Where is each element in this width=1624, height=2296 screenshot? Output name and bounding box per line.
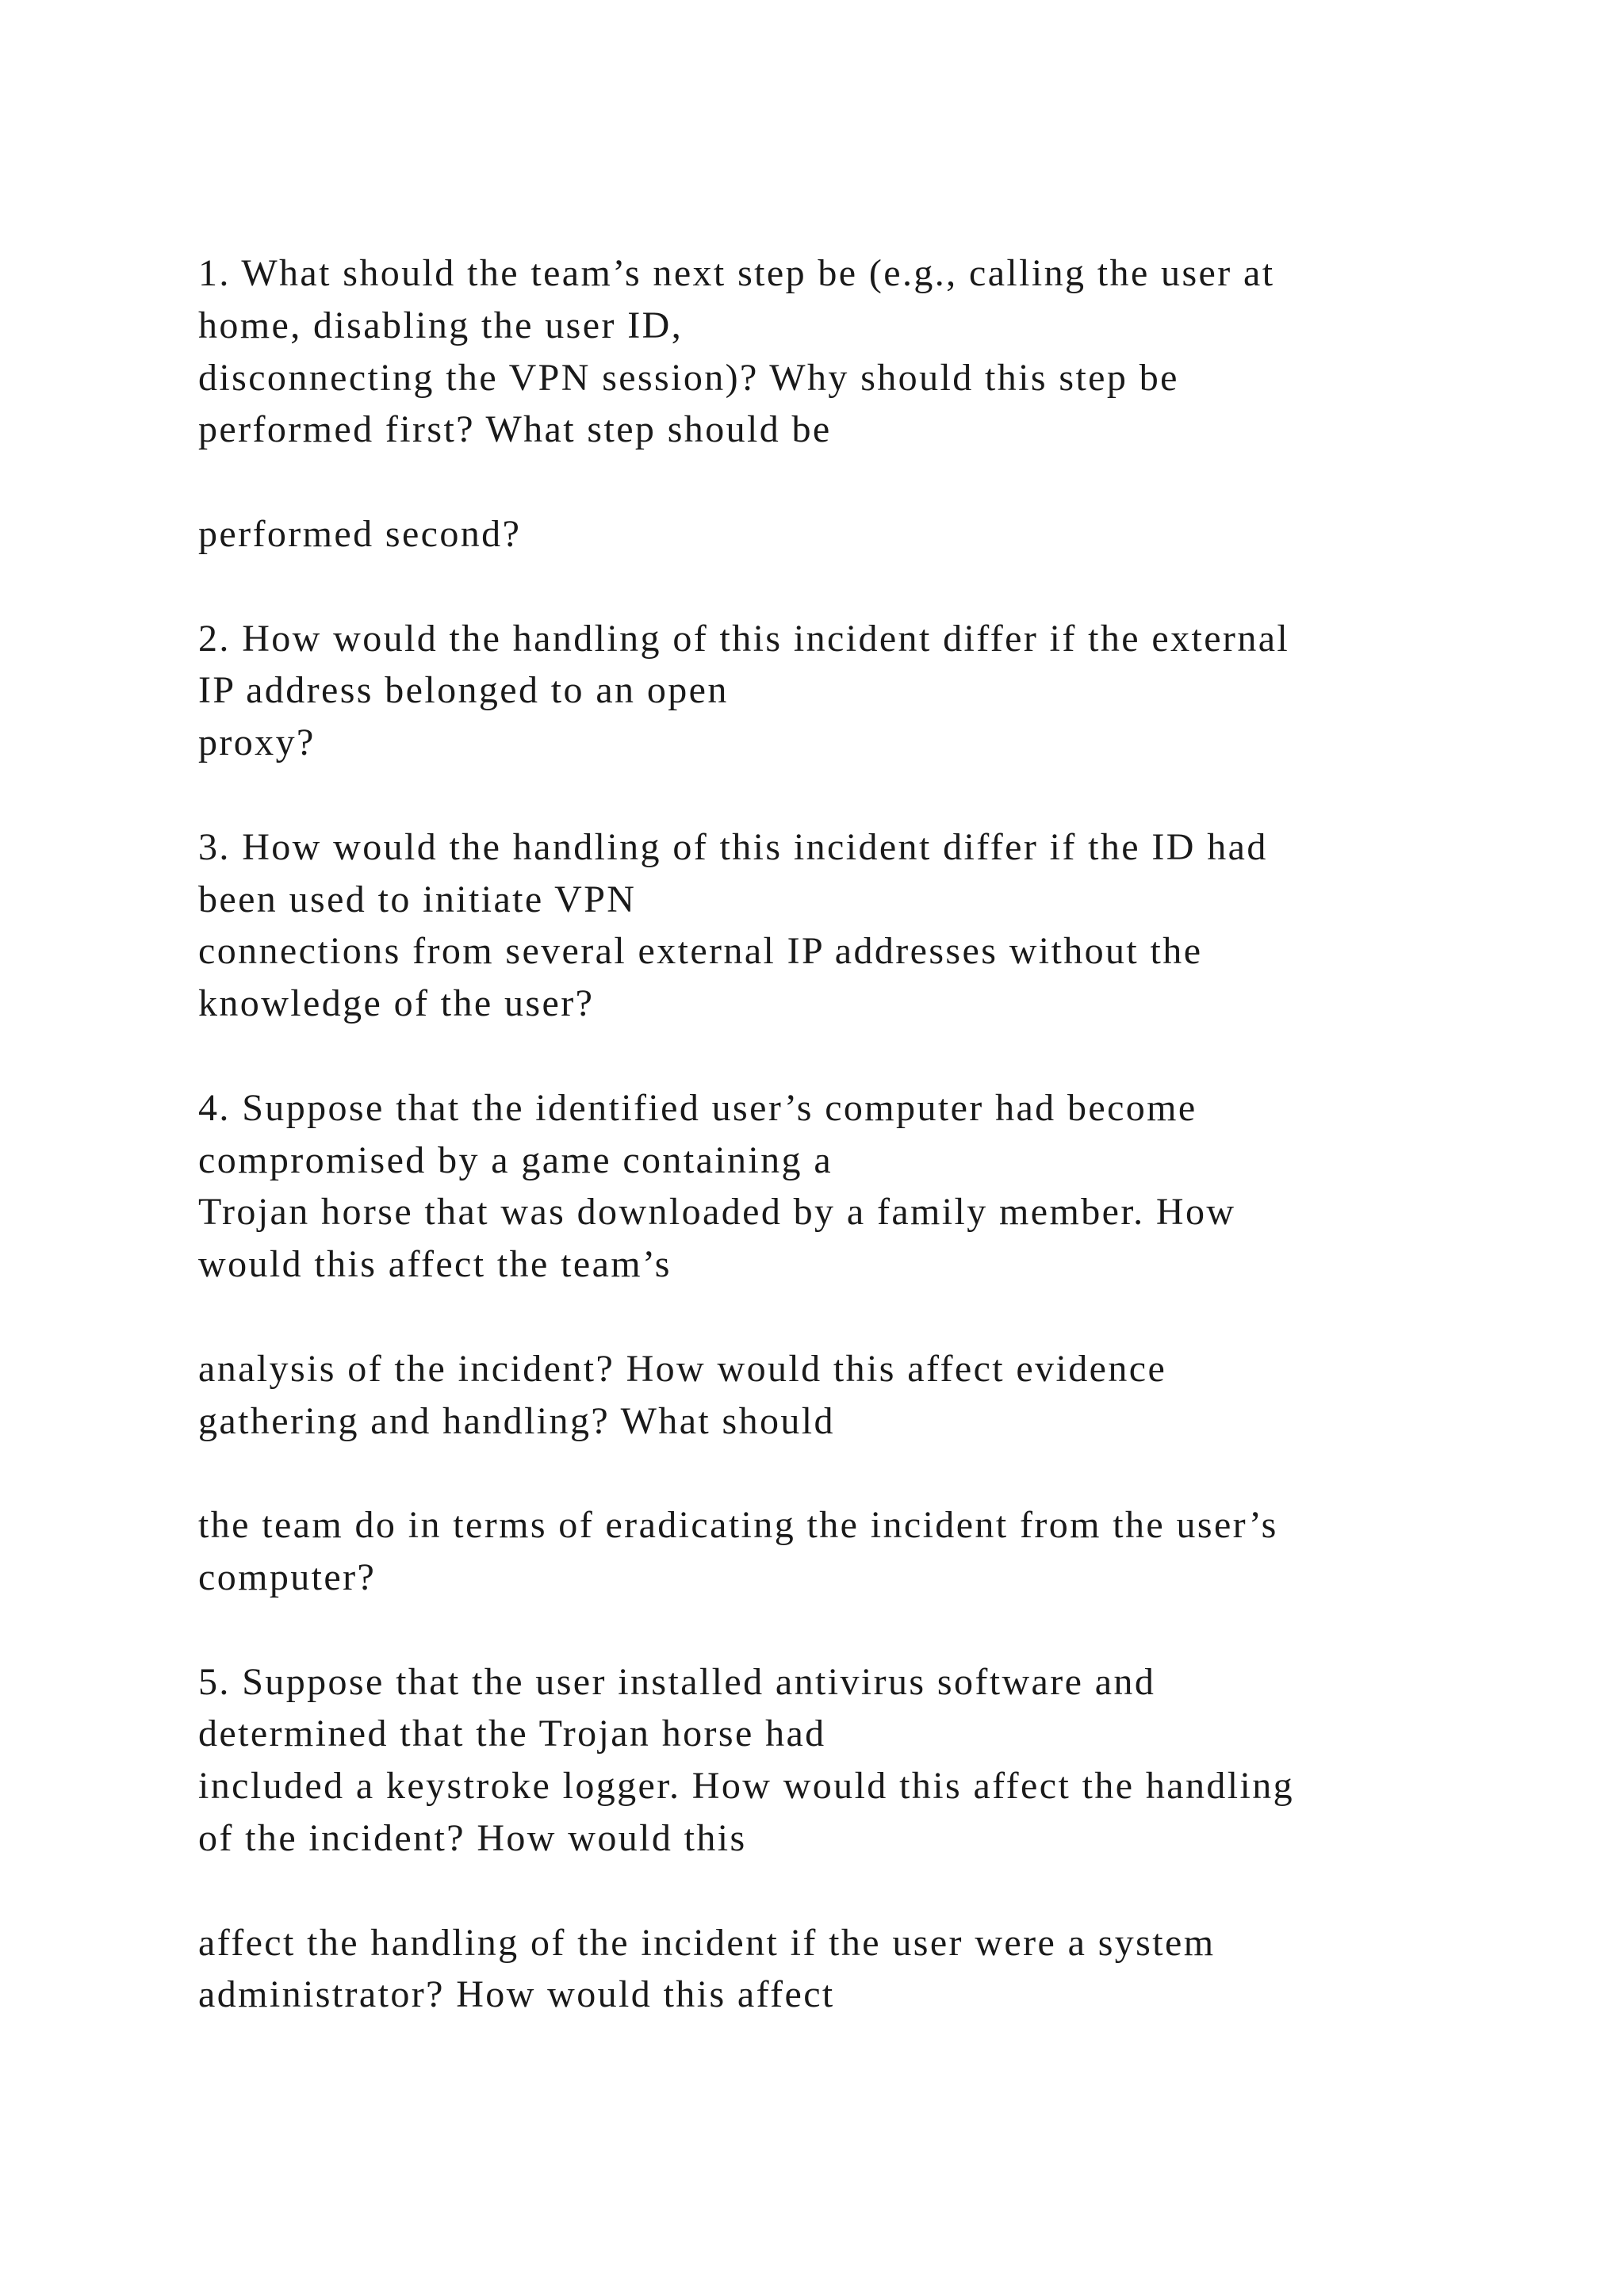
- blank-line: [198, 456, 1546, 508]
- blank-line: [198, 1447, 1546, 1499]
- blank-line: [198, 769, 1546, 821]
- text-line: analysis of the incident? How would this affect evidence: [198, 1347, 1167, 1390]
- blank-line: [198, 1291, 1546, 1343]
- text-line: determined that the Trojan horse had: [198, 1712, 826, 1755]
- text-line: Trojan horse that was downloaded by a family member. How: [198, 1191, 1236, 1234]
- text-line: IP address belonged to an open: [198, 669, 729, 712]
- text-line: been used to initiate VPN: [198, 878, 637, 920]
- text-line: 2. How would the handling of this incident differ if the external: [198, 617, 1290, 660]
- text-line: 5. Suppose that the user installed antivirus software and: [198, 1660, 1156, 1703]
- blank-line: [198, 1030, 1546, 1082]
- text-line: compromised by a game containing a: [198, 1138, 833, 1181]
- blank-line: [198, 561, 1546, 613]
- text-line: administrator? How would this affect: [198, 1973, 835, 2016]
- text-line: 4. Suppose that the identified user’s computer had become: [198, 1086, 1197, 1129]
- text-line: disconnecting the VPN session)? Why should this step be: [198, 356, 1179, 399]
- text-line: home, disabling the user ID,: [198, 304, 684, 346]
- blank-line: [198, 1604, 1546, 1656]
- text-line: knowledge of the user?: [198, 982, 595, 1025]
- text-line: 1. What should the team’s next step be (e.g., calling the user at: [198, 252, 1275, 294]
- document-body: [198, 247, 1546, 2021]
- text-line: computer?: [198, 1556, 377, 1598]
- text-line: performed second?: [198, 512, 522, 555]
- text-line: proxy?: [198, 721, 316, 764]
- text-line: of the incident? How would this: [198, 1816, 747, 1859]
- text-line: would this affect the team’s: [198, 1243, 672, 1286]
- blank-line: [198, 1865, 1546, 1917]
- text-line: 3. How would the handling of this incident differ if the ID had: [198, 825, 1268, 868]
- text-line: affect the handling of the incident if the user were a system: [198, 1921, 1216, 1964]
- text-line: the team do in terms of eradicating the incident from the user’s: [198, 1504, 1278, 1547]
- text-line: gathering and handling? What should: [198, 1399, 835, 1442]
- text-line: included a keystroke logger. How would this affect the handling: [198, 1765, 1295, 1808]
- text-line: performed first? What step should be: [198, 408, 832, 451]
- text-line: connections from several external IP addresses without the: [198, 930, 1203, 973]
